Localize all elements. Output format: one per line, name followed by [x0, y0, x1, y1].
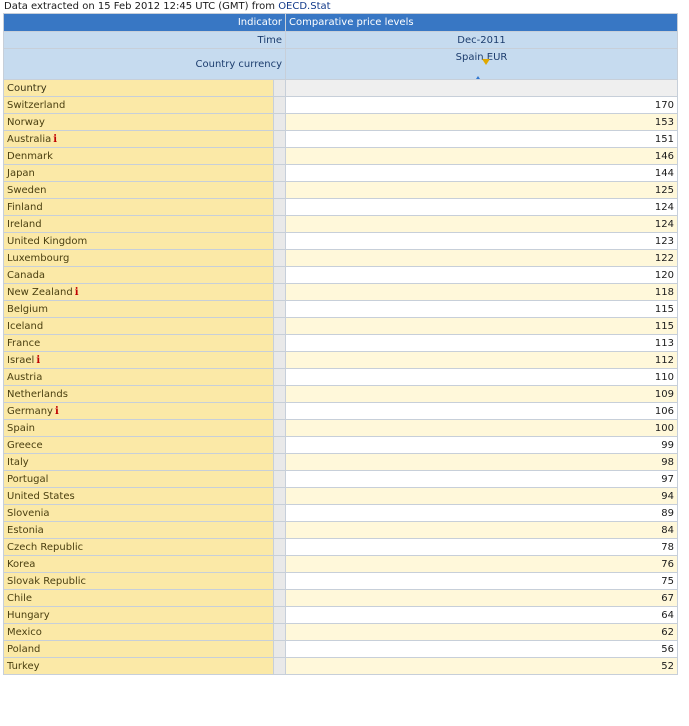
country-cell — [4, 301, 274, 318]
table-row — [4, 420, 678, 437]
value-cell: 110 — [286, 369, 678, 386]
table-row — [4, 607, 678, 624]
table-row — [4, 97, 678, 114]
country-name: Denmark — [7, 150, 53, 162]
spacer-cell — [274, 318, 286, 335]
country-cell — [4, 556, 274, 573]
country-cell — [4, 114, 274, 131]
table-row — [4, 233, 678, 250]
country-cell — [4, 658, 274, 675]
oecd-stat-link[interactable]: OECD.Stat — [278, 1, 331, 12]
country-name: Switzerland — [7, 99, 66, 111]
table-row — [4, 624, 678, 641]
table-row — [4, 590, 678, 607]
spacer-cell — [274, 471, 286, 488]
country-cell — [4, 607, 274, 624]
value-cell: 67 — [286, 590, 678, 607]
currency-label: Country currency — [4, 49, 286, 80]
country-name: United States — [7, 490, 75, 502]
country-name: Iceland — [7, 320, 44, 332]
country-name: Chile — [7, 592, 33, 604]
value-cell: 99 — [286, 437, 678, 454]
table-row — [4, 131, 678, 148]
country-cell — [4, 573, 274, 590]
country-cell — [4, 335, 274, 352]
value-cell: 97 — [286, 471, 678, 488]
country-name: Japan — [7, 167, 35, 179]
value-cell: 64 — [286, 607, 678, 624]
country-name: Slovak Republic — [7, 575, 86, 587]
spacer-cell — [274, 403, 286, 420]
country-cell — [4, 539, 274, 556]
country-cell — [4, 386, 274, 403]
time-header-row — [4, 32, 678, 49]
country-name: Spain — [7, 422, 35, 434]
info-icon[interactable]: i — [74, 286, 79, 298]
value-cell: 94 — [286, 488, 678, 505]
spacer-cell — [274, 590, 286, 607]
value-cell: 124 — [286, 216, 678, 233]
country-name: Korea — [7, 558, 36, 570]
spacer-cell — [274, 539, 286, 556]
indicator-value[interactable]: Comparative price levels — [286, 14, 678, 32]
table-row — [4, 437, 678, 454]
spacer-cell — [274, 556, 286, 573]
country-cell — [4, 420, 274, 437]
value-cell: 123 — [286, 233, 678, 250]
spacer-cell — [274, 165, 286, 182]
table-row — [4, 267, 678, 284]
country-name: Luxembourg — [7, 252, 70, 264]
country-name: Slovenia — [7, 507, 50, 519]
value-cell: 62 — [286, 624, 678, 641]
sort-descending-icon[interactable] — [482, 59, 490, 76]
country-cell — [4, 522, 274, 539]
table-row — [4, 403, 678, 420]
spacer-cell — [274, 335, 286, 352]
time-value[interactable]: Dec-2011 — [286, 32, 678, 49]
country-cell — [4, 454, 274, 471]
spacer-cell — [274, 505, 286, 522]
country-cell — [4, 165, 274, 182]
value-cell: 89 — [286, 505, 678, 522]
table-row — [4, 148, 678, 165]
sort-ascending-icon[interactable] — [474, 65, 482, 80]
time-label: Time — [4, 32, 286, 49]
country-cell — [4, 131, 274, 148]
currency-value[interactable]: Spain EUR — [455, 52, 508, 63]
country-cell — [4, 437, 274, 454]
country-cell — [4, 352, 274, 369]
empty-header-cell — [286, 80, 678, 97]
table-row — [4, 658, 678, 675]
value-cell: 106 — [286, 403, 678, 420]
country-cell — [4, 284, 274, 301]
spacer-cell — [274, 454, 286, 471]
country-name: Sweden — [7, 184, 47, 196]
value-cell: 113 — [286, 335, 678, 352]
country-name: Italy — [7, 456, 29, 468]
country-name: Mexico — [7, 626, 42, 638]
spacer-cell — [274, 250, 286, 267]
spacer-cell — [274, 301, 286, 318]
info-icon[interactable]: i — [54, 405, 59, 417]
country-name: Israel — [7, 354, 35, 366]
indicator-label: Indicator — [4, 14, 286, 32]
table-row — [4, 471, 678, 488]
value-cell: 84 — [286, 522, 678, 539]
spacer-cell — [274, 216, 286, 233]
spacer-cell — [274, 199, 286, 216]
country-name: Norway — [7, 116, 45, 128]
value-cell: 151 — [286, 131, 678, 148]
spacer-cell — [274, 607, 286, 624]
spacer-cell — [274, 148, 286, 165]
table-row — [4, 386, 678, 403]
table-row — [4, 522, 678, 539]
spacer-cell — [274, 573, 286, 590]
spacer-cell — [274, 488, 286, 505]
table-row — [4, 369, 678, 386]
info-icon[interactable]: i — [53, 133, 58, 145]
value-cell: 56 — [286, 641, 678, 658]
spacer-cell — [274, 131, 286, 148]
extraction-caption — [4, 1, 331, 12]
value-cell: 170 — [286, 97, 678, 114]
country-cell — [4, 403, 274, 420]
table-row — [4, 505, 678, 522]
country-name: Estonia — [7, 524, 44, 536]
country-header-row — [4, 80, 678, 97]
country-name: Greece — [7, 439, 43, 451]
country-cell — [4, 471, 274, 488]
value-cell: 109 — [286, 386, 678, 403]
country-name: New Zealand — [7, 286, 73, 298]
spacer-cell — [274, 369, 286, 386]
country-name: Portugal — [7, 473, 49, 485]
spacer-cell — [274, 80, 286, 97]
spacer-cell — [274, 641, 286, 658]
table-row — [4, 539, 678, 556]
spacer-cell — [274, 114, 286, 131]
country-name: Australia — [7, 133, 52, 145]
table-row — [4, 114, 678, 131]
currency-cell — [286, 49, 678, 80]
spacer-cell — [274, 352, 286, 369]
spacer-cell — [274, 658, 286, 675]
value-cell: 100 — [286, 420, 678, 437]
country-cell — [4, 369, 274, 386]
country-column-header: Country — [4, 80, 274, 97]
spacer-cell — [274, 437, 286, 454]
country-name: Germany — [7, 405, 53, 417]
table-row — [4, 199, 678, 216]
spacer-cell — [274, 97, 286, 114]
value-cell: 144 — [286, 165, 678, 182]
value-cell: 115 — [286, 301, 678, 318]
value-cell: 76 — [286, 556, 678, 573]
table-row — [4, 335, 678, 352]
country-name: France — [7, 337, 41, 349]
sort-controls — [289, 64, 674, 77]
country-cell — [4, 199, 274, 216]
country-name: Czech Republic — [7, 541, 84, 553]
country-name: Belgium — [7, 303, 48, 315]
caption-text: Data extracted on 15 Feb 2012 12:45 UTC (GMT) from — [4, 1, 275, 12]
table-row — [4, 284, 678, 301]
country-cell — [4, 216, 274, 233]
country-name: Hungary — [7, 609, 50, 621]
country-cell — [4, 267, 274, 284]
spacer-cell — [274, 284, 286, 301]
currency-header-row — [4, 49, 678, 80]
table-row — [4, 641, 678, 658]
country-cell — [4, 488, 274, 505]
country-cell — [4, 641, 274, 658]
country-name: Netherlands — [7, 388, 68, 400]
table-row — [4, 216, 678, 233]
value-cell: 122 — [286, 250, 678, 267]
spacer-cell — [274, 267, 286, 284]
value-cell: 75 — [286, 573, 678, 590]
spacer-cell — [274, 233, 286, 250]
country-name: United Kingdom — [7, 235, 88, 247]
value-cell: 146 — [286, 148, 678, 165]
country-name: Ireland — [7, 218, 42, 230]
info-icon[interactable]: i — [36, 354, 41, 366]
table-row — [4, 573, 678, 590]
value-cell: 124 — [286, 199, 678, 216]
value-cell: 115 — [286, 318, 678, 335]
value-cell: 153 — [286, 114, 678, 131]
country-name: Finland — [7, 201, 43, 213]
country-name: Austria — [7, 371, 43, 383]
country-cell — [4, 233, 274, 250]
country-cell — [4, 590, 274, 607]
spacer-cell — [274, 386, 286, 403]
table-row — [4, 182, 678, 199]
table-row — [4, 301, 678, 318]
country-cell — [4, 505, 274, 522]
spacer-cell — [274, 182, 286, 199]
country-name: Turkey — [7, 660, 40, 672]
indicator-header-row — [4, 14, 678, 32]
country-cell — [4, 250, 274, 267]
spacer-cell — [274, 522, 286, 539]
country-cell — [4, 318, 274, 335]
country-name: Poland — [7, 643, 41, 655]
table-row — [4, 352, 678, 369]
country-cell — [4, 182, 274, 199]
table-row — [4, 556, 678, 573]
table-row — [4, 165, 678, 182]
table-row — [4, 454, 678, 471]
table-row — [4, 488, 678, 505]
country-cell — [4, 97, 274, 114]
price-levels-table — [3, 13, 678, 675]
country-cell — [4, 624, 274, 641]
value-cell: 52 — [286, 658, 678, 675]
country-cell — [4, 148, 274, 165]
value-cell: 125 — [286, 182, 678, 199]
country-name: Canada — [7, 269, 46, 281]
table-row — [4, 250, 678, 267]
value-cell: 98 — [286, 454, 678, 471]
value-cell: 118 — [286, 284, 678, 301]
value-cell: 120 — [286, 267, 678, 284]
value-cell: 112 — [286, 352, 678, 369]
spacer-cell — [274, 420, 286, 437]
spacer-cell — [274, 624, 286, 641]
table-row — [4, 318, 678, 335]
value-cell: 78 — [286, 539, 678, 556]
